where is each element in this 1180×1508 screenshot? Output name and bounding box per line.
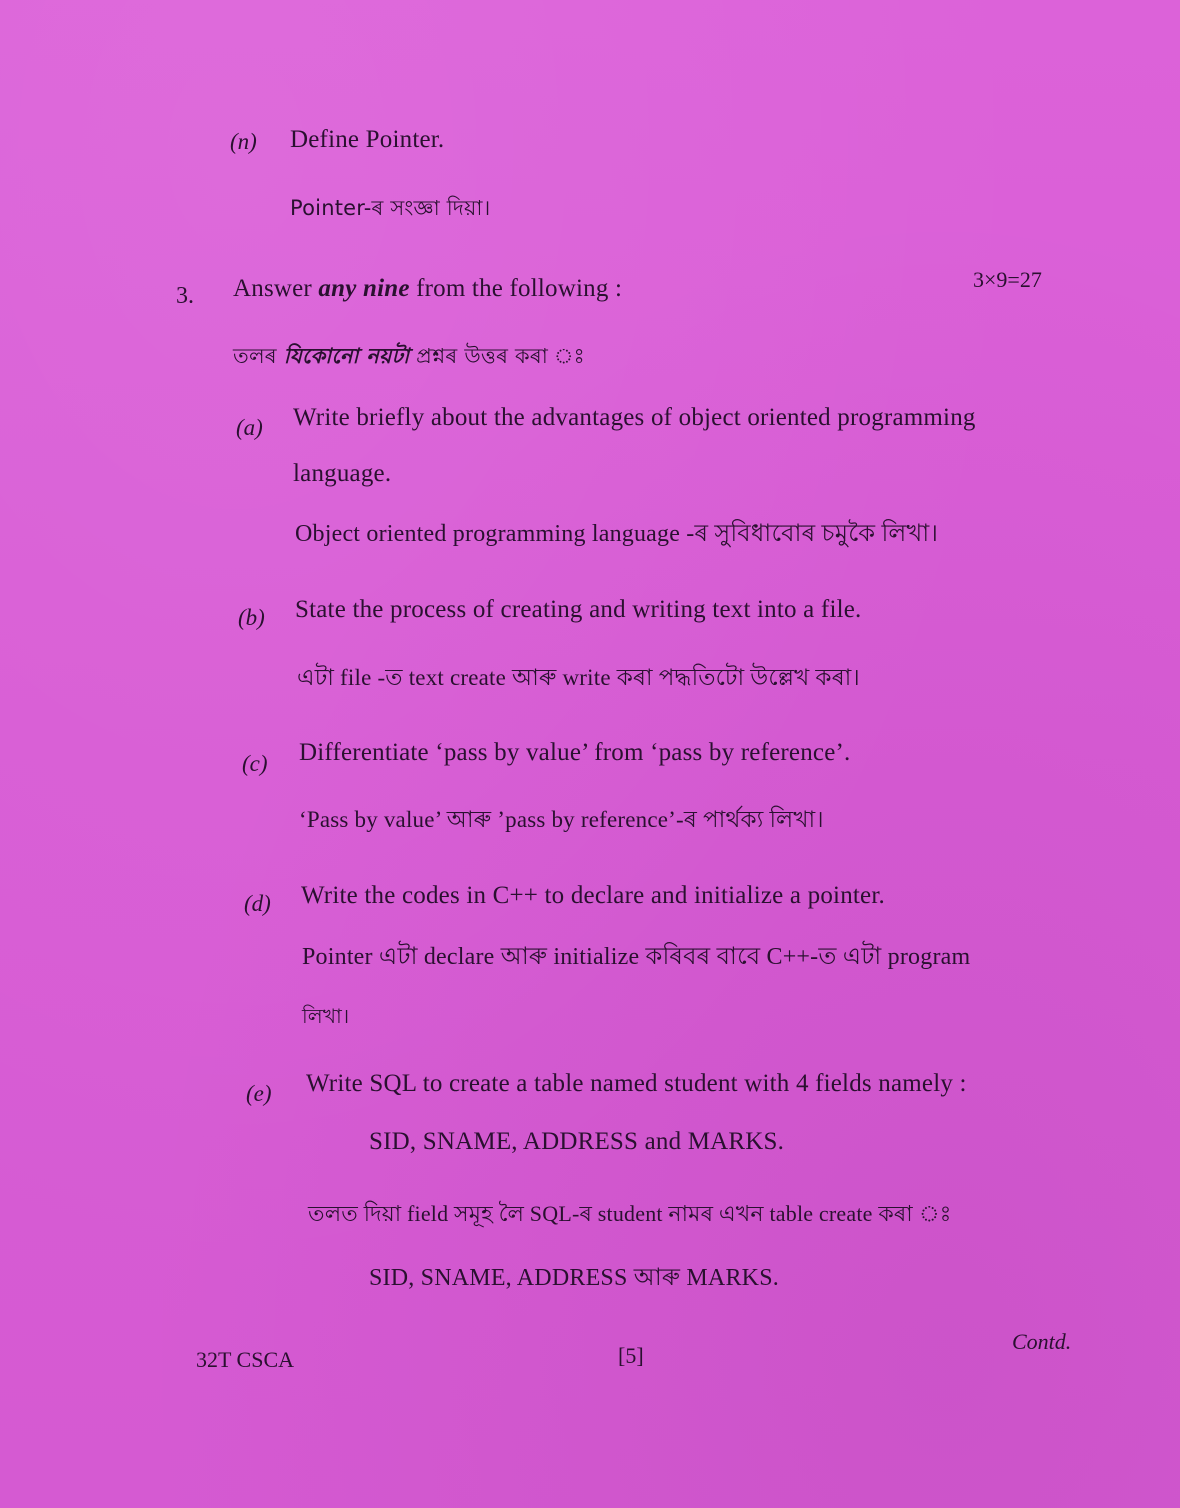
question-3-english — [233, 273, 622, 305]
footer-paper-code: 32T CSCA — [196, 1347, 295, 1372]
question-3-assamese-pre: তলৰ — [233, 344, 284, 368]
item-e-assamese-line1: তলত দিয়া field সমূহ লৈ SQL-ৰ student নামৰ এখন table create কৰা ঃ — [308, 1201, 952, 1226]
question-3-english-pre: Answer — [233, 275, 319, 302]
item-d-assamese-line2: লিখা। — [302, 1004, 350, 1028]
item-a-assamese: Object oriented programming language -ৰ সুবিধাবোৰ চমুকৈ লিখা। — [295, 521, 939, 547]
item-d-label: (d) — [244, 891, 271, 916]
item-n-label: (n) — [230, 129, 257, 154]
footer-page-number: [5] — [618, 1343, 644, 1368]
question-3-english-post: from the following : — [409, 275, 623, 302]
item-c-label: (c) — [242, 751, 268, 776]
item-e-english-line2: SID, SNAME, ADDRESS and MARKS. — [369, 1128, 785, 1155]
item-a-english-line1: Write briefly about the advantages of object oriented programming — [293, 404, 976, 431]
item-b-label: (b) — [238, 605, 265, 630]
item-d-english: Write the codes in C++ to declare and initialize a pointer. — [301, 882, 885, 909]
item-a-label: (a) — [236, 415, 263, 440]
footer-contd: Contd. — [1012, 1329, 1072, 1354]
item-c-assamese: ‘Pass by value’ আৰু ’pass by reference’-ৰ পাৰ্থক্য লিখা। — [299, 807, 824, 832]
question-3-marks: 3×9=27 — [973, 267, 1042, 292]
item-e-label: (e) — [246, 1081, 272, 1106]
question-3-assamese-post: প্ৰশ্নৰ উত্তৰ কৰা ঃ — [409, 344, 585, 368]
question-3-number: 3. — [176, 283, 194, 309]
item-e-assamese-line2: SID, SNAME, ADDRESS আৰু MARKS. — [369, 1265, 779, 1291]
question-3-assamese-emph: যিকোনো নয়টা — [283, 344, 410, 368]
item-d-assamese-line1: Pointer এটা declare আৰু initialize কৰিবৰ বাবে C++-ত এটা program — [302, 944, 971, 970]
item-n-assamese: Pointer-ৰ সংজ্ঞা দিয়া। — [290, 196, 491, 220]
question-3-assamese — [233, 340, 585, 372]
item-b-assamese: এটা file -ত text create আৰু write কৰা পদ্ধতিটো উল্লেখ কৰা। — [297, 665, 860, 690]
item-a-english-line2: language. — [293, 460, 392, 487]
question-3-english-emph: any nine — [318, 275, 410, 302]
item-n-english: Define Pointer. — [290, 126, 445, 153]
item-b-english: State the process of creating and writing text into a file. — [295, 596, 862, 623]
item-c-english: Differentiate ‘pass by value’ from ‘pass by reference’. — [299, 739, 851, 766]
item-e-english-line1: Write SQL to create a table named student with 4 fields namely : — [306, 1070, 967, 1097]
